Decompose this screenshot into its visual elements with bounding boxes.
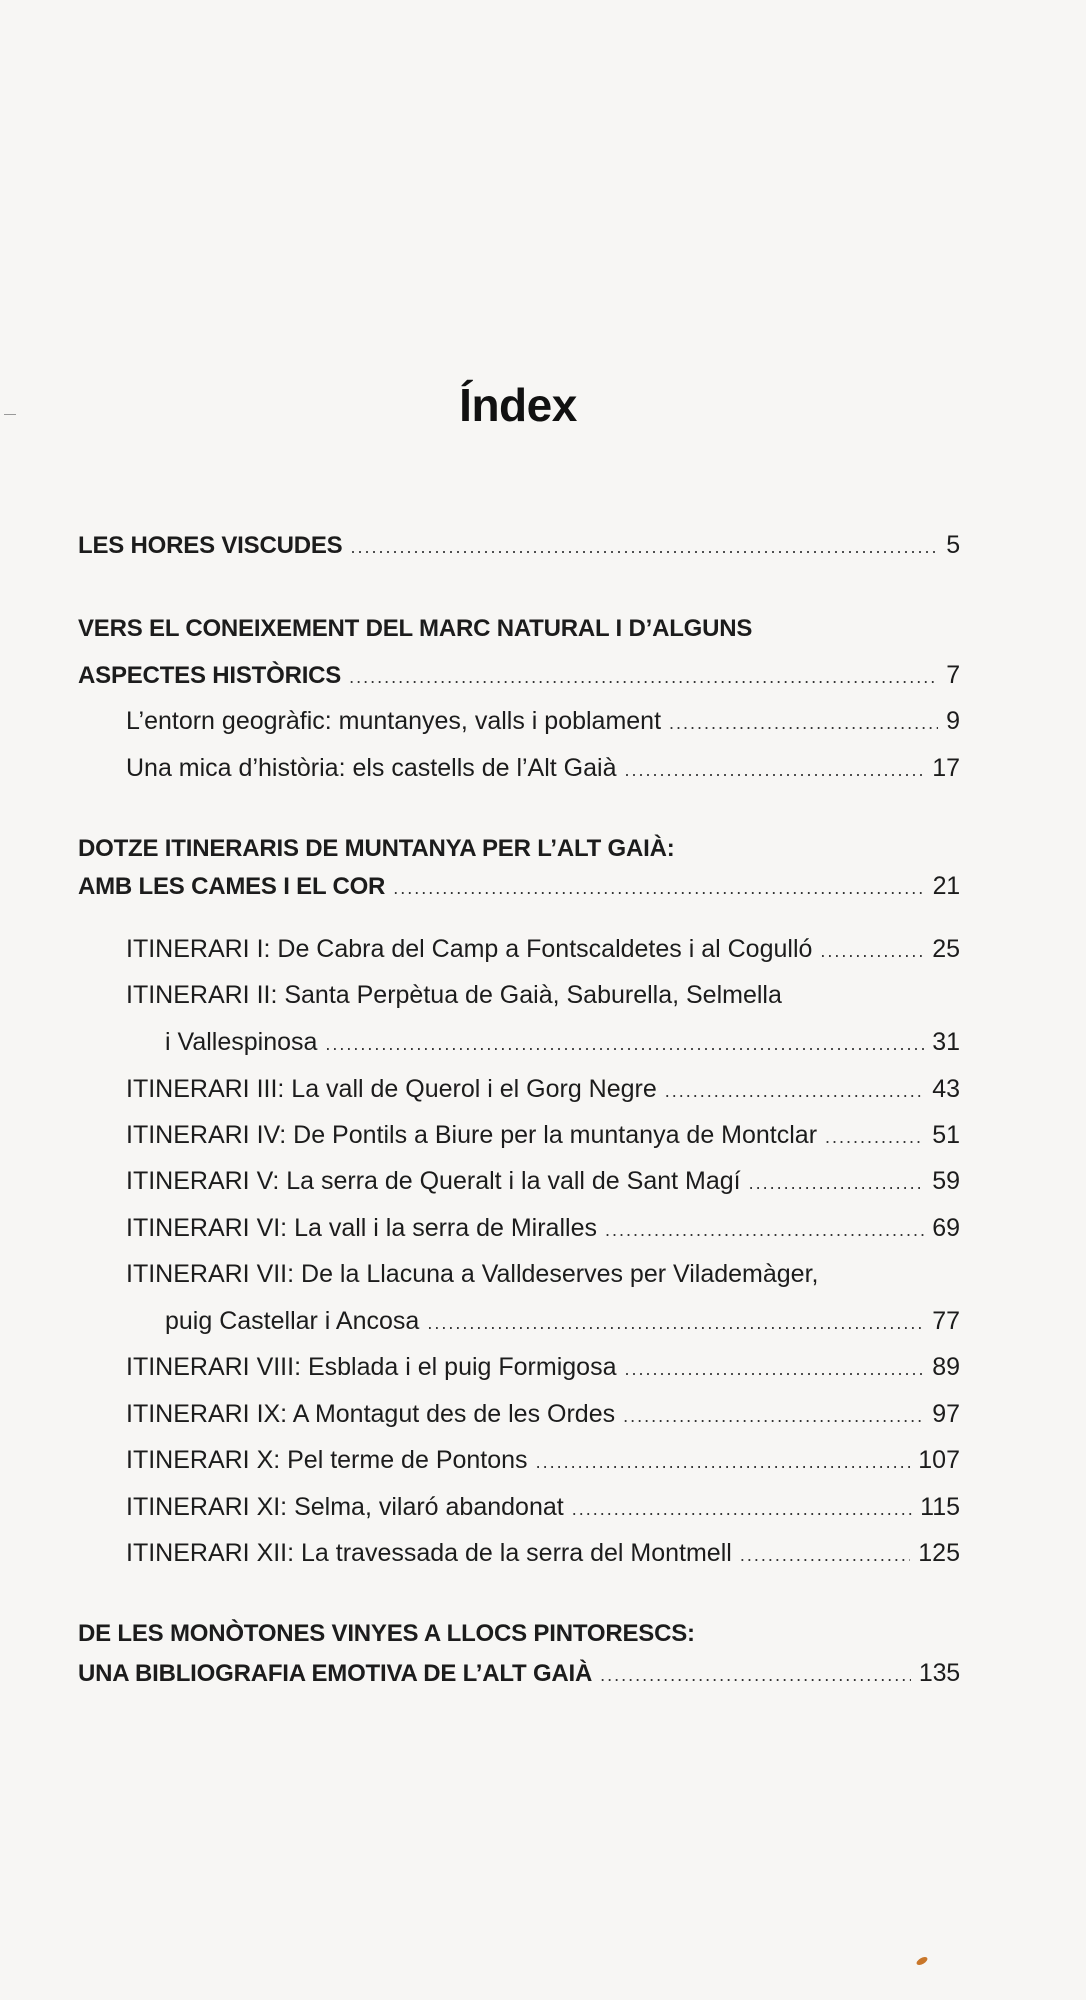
toc-entry-itinerari-7	[165, 1298, 960, 1344]
toc-entry-les-hores-viscudes	[78, 522, 960, 568]
toc-entry-label: LES HORES VISCUDES	[78, 532, 343, 559]
toc-entry-label: ITINERARI IV: De Pontils a Biure per la muntanya de Montclar	[126, 1121, 818, 1149]
toc-page-number: 9	[946, 707, 960, 735]
toc-entry-label: ITINERARI VII: De la Llacuna a Valldeserves per Vilademàger,	[126, 1260, 819, 1288]
toc-entry-label: ITINERARI I: De Cabra del Camp a Fontscaldetes i al Cogulló	[126, 935, 813, 963]
toc-entry-label: DE LES MONÒTONES VINYES A LLOCS PINTORESCS:	[78, 1620, 695, 1647]
toc-page-number: 7	[946, 661, 960, 689]
dot-leader	[600, 1652, 911, 1698]
toc-entry-label: ITINERARI X: Pel terme de Pontons	[126, 1446, 528, 1474]
toc-entry-itinerari-4	[126, 1112, 960, 1158]
toc-entry-label: i Vallespinosa	[165, 1028, 318, 1056]
toc-entry-label: UNA BIBLIOGRAFIA EMOTIVA DE L’ALT GAIÀ	[78, 1660, 593, 1687]
toc-entry-label: ASPECTES HISTÒRICS	[78, 662, 342, 689]
toc-entry-itinerari-6	[126, 1205, 960, 1251]
toc-entry-label: L’entorn geogràfic: muntanyes, valls i poblament	[126, 707, 662, 735]
dot-leader	[749, 1160, 925, 1206]
dot-leader	[820, 928, 924, 974]
toc-entry-itinerari-1	[126, 926, 960, 972]
toc-entry-itinerari-5	[126, 1158, 960, 1204]
toc-page-number: 69	[932, 1214, 960, 1242]
toc-page-number: 77	[932, 1307, 960, 1335]
toc-entry-mica-historia	[126, 745, 960, 791]
toc-entry-label: puig Castellar i Ancosa	[165, 1307, 420, 1335]
toc-page-number: 59	[932, 1167, 960, 1195]
dot-leader	[427, 1300, 924, 1346]
toc-entry-entorn-geografic	[126, 698, 960, 744]
toc-entry-itinerari-3	[126, 1066, 960, 1112]
toc-page-number: 21	[932, 872, 960, 900]
toc-entry-bibliografia	[78, 1650, 960, 1696]
toc-page-number: 25	[932, 935, 960, 963]
toc-entry-itinerari-10	[126, 1437, 960, 1483]
toc-entry-itinerari-9	[126, 1391, 960, 1437]
dot-leader	[393, 865, 924, 911]
dot-leader	[572, 1486, 912, 1532]
toc-page-number: 43	[932, 1075, 960, 1103]
toc-entry-aspectes-historics	[78, 652, 960, 698]
dot-leader	[605, 1207, 924, 1253]
toc-page-number: 5	[946, 531, 960, 559]
toc-entry-itinerari-7-line	[126, 1251, 960, 1297]
toc-entry-label: VERS EL CONEIXEMENT DEL MARC NATURAL I D’ALGUNS	[78, 615, 753, 642]
toc-entry-label: AMB LES CAMES I EL COR	[78, 873, 386, 900]
toc-entry-itinerari-8	[126, 1344, 960, 1390]
toc-section-heading-line	[78, 606, 960, 652]
toc-page-number: 51	[932, 1121, 960, 1149]
dot-leader	[665, 1068, 924, 1114]
dot-leader	[669, 700, 938, 746]
toc-entry-label: ITINERARI XI: Selma, vilaró abandonat	[126, 1493, 564, 1521]
toc-page-number: 97	[932, 1400, 960, 1428]
toc-entry-label: ITINERARI XII: La travessada de la serra del Montmell	[126, 1539, 732, 1567]
toc-page-number: 31	[932, 1028, 960, 1056]
toc-page-number: 107	[918, 1446, 960, 1474]
toc-entry-label: Una mica d’història: els castells de l’Alt Gaià	[126, 754, 617, 782]
dot-leader	[349, 654, 938, 700]
ink-speck	[915, 1955, 928, 1966]
toc-entry-label: ITINERARI V: La serra de Queralt i la vall de Sant Magí	[126, 1167, 741, 1195]
toc-page-number: 125	[918, 1539, 960, 1567]
toc-entry-label: ITINERARI VIII: Esblada i el puig Formigosa	[126, 1353, 617, 1381]
toc-entry-label: ITINERARI III: La vall de Querol i el Gorg Negre	[126, 1075, 657, 1103]
toc-entry-itinerari-11	[126, 1484, 960, 1530]
toc-entry-itinerari-2	[165, 1019, 960, 1065]
toc-entry-label: ITINERARI VI: La vall i la serra de Miralles	[126, 1214, 597, 1242]
toc-entry-label: ITINERARI II: Santa Perpètua de Gaià, Saburella, Selmella	[126, 981, 782, 1009]
toc-page-number: 135	[918, 1659, 960, 1687]
dot-leader	[536, 1439, 911, 1485]
toc-entry-label: ITINERARI IX: A Montagut des de les Ordes	[126, 1400, 616, 1428]
dot-leader	[740, 1532, 910, 1578]
toc-entry-label: DOTZE ITINERARIS DE MUNTANYA PER L’ALT GAIÀ:	[78, 835, 675, 862]
dot-leader	[624, 1346, 924, 1392]
toc-entry-itinerari-12	[126, 1530, 960, 1576]
dot-leader	[825, 1114, 924, 1160]
toc-page-number: 115	[920, 1493, 960, 1521]
toc-entry-cames-i-cor	[78, 863, 960, 909]
page-title: Índex	[459, 379, 577, 431]
toc-page-number: 17	[932, 754, 960, 782]
dot-leader	[623, 1393, 924, 1439]
toc-entry-itinerari-2-line	[126, 972, 960, 1018]
dot-leader	[325, 1021, 924, 1067]
dot-leader	[350, 524, 938, 570]
dot-leader	[624, 747, 924, 793]
toc-page-number: 89	[932, 1353, 960, 1381]
